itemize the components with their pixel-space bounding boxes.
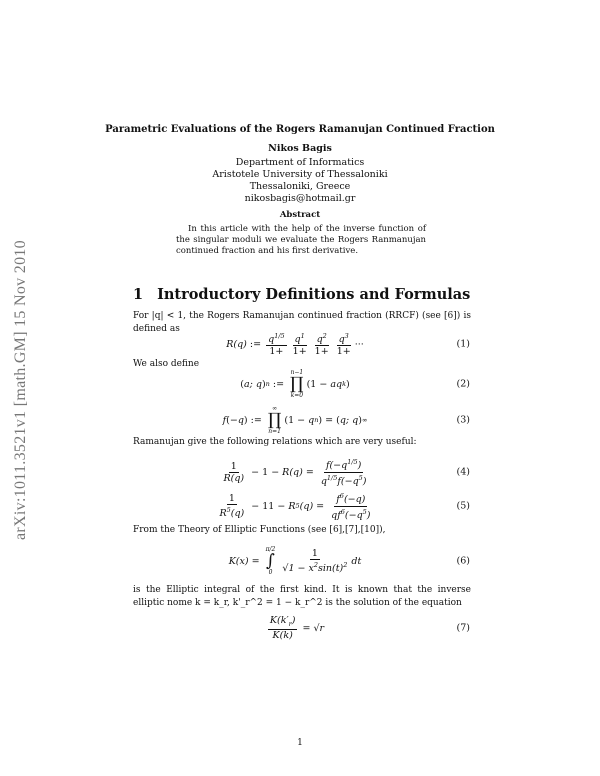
equation-5: $\frac{1}{R^5(q)}$ − 11 − R 5 (q) = $\frac{f^6(-q)}{qf^6(-q^5)}$ (5) xyxy=(219,492,470,521)
paragraph: For |q| < 1, the Rogers Ramanujan continued fraction (RRCF) (see [6]) is defined as xyxy=(133,311,471,334)
equation-1: R(q) := $\frac{q^{1/5}}{1+}$ $\frac{q^1}{1+}$ $\frac{q^2}{1+}$ $\frac{q^3}{1+}$ ··· (1) xyxy=(226,331,470,358)
author-email: nikosbagis@hotmail.gr xyxy=(244,193,356,204)
paragraph: Ramanujan give the following relations which are very useful: xyxy=(133,437,417,447)
page-number: 1 xyxy=(297,738,303,748)
affiliation-line: Thessaloniki, Greece xyxy=(249,181,351,192)
abstract-heading: Abstract xyxy=(279,210,321,220)
section-heading: 1 Introductory Definitions and Formulas xyxy=(133,286,471,303)
paragraph: is the Elliptic integral of the first kind. It is known that the inverse elliptic nome k = k_r, k'_r^2 = 1 − k_r^2 is the solution of the equation xyxy=(133,585,471,608)
arxiv-side-label: arXiv:1011.3521v1 [math.GM] 15 Nov 2010 xyxy=(12,240,29,540)
affiliation-line: Aristotele University of Thessaloniki xyxy=(212,169,388,180)
paragraph: We also define xyxy=(133,359,200,369)
equation-6: K(x) = π/2 ∫ 0 $\frac{1}{√1 - x^2\sin(t)^2}$ dt (6) xyxy=(228,546,470,576)
paragraph: From the Theory of Elliptic Functions (see [6],[7],[10]), xyxy=(133,525,386,535)
abstract-text: In this article with the help of the inverse function of the singular moduli we evaluate the Rogers Ranmanujan continued fraction and his first derivative. xyxy=(176,224,426,256)
affiliation-line: Department of Informatics xyxy=(235,157,365,168)
equation-4: $\frac{1}{R(q)}$ − 1 − R(q) = $\frac{f(-q^{1/5})}{q^{1/5}f(-q^5)}$ (4) xyxy=(223,458,470,487)
equation-7: $\frac{K(k'_r)}{K(k)}$ = √ r (7) xyxy=(269,614,470,642)
equation-3: f (− q ) := ∞ ∏ n=1 (1 − q n ) = ( q; q ) ∞ (3) xyxy=(222,405,470,435)
author-name: Nikos Bagis xyxy=(268,143,332,154)
paper-title: Parametric Evaluations of the Rogers Ramanujan Continued Fraction xyxy=(105,124,495,135)
equation-2: ( a; q ) n := n−1 ∏ k=0 (1 − aq k ) (2) xyxy=(240,369,470,399)
